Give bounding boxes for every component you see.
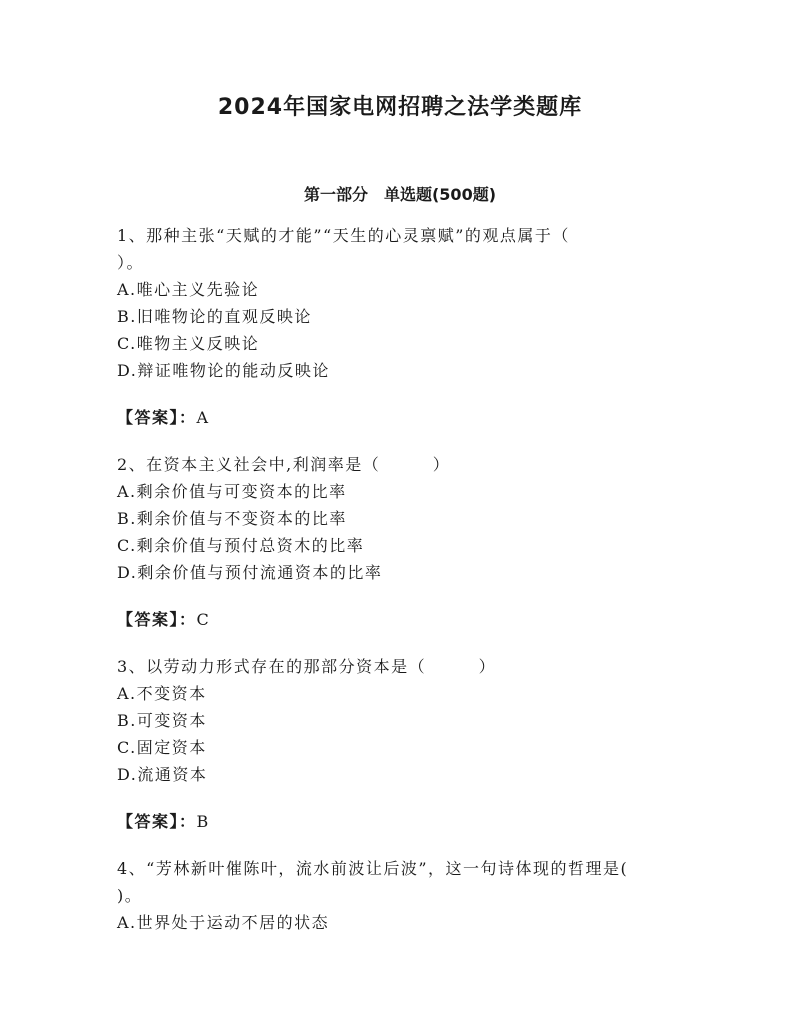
question-stem [117,222,687,276]
question-4 [117,855,687,936]
answer-value: C [196,610,211,629]
option-a: A.唯心主义先验论 [117,280,260,299]
option-d: D.辩证唯物论的能动反映论 [117,361,330,380]
question-stem-line2: ）。 [117,253,145,272]
option-b: B.旧唯物论的直观反映论 [117,307,312,326]
question-stem-line1: 1、那种主张“天赋的才能”“天生的心灵禀赋”的观点属于（ [117,226,570,245]
option-c: C.固定资本 [117,738,207,757]
option-a: A.剩余价值与可变资本的比率 [117,482,347,501]
question-list [117,222,687,956]
question-stem: 2、在资本主义社会中,利润率是（ ） [117,455,451,474]
answer-value: A [196,408,210,427]
option-c: C.唯物主义反映论 [117,334,260,353]
question-1 [117,222,687,431]
answer-line [117,606,687,633]
question-stem: 3、以劳动力形式存在的那部分资本是（ ） [117,657,497,676]
answer-value: B [196,812,210,831]
option-c: C.剩余价值与预付总资木的比率 [117,536,365,555]
section-title: 第一部分 单选题(500题) [303,185,497,204]
question-stem [117,855,687,909]
answer-label: 【答案】： [117,408,197,427]
question-3 [117,653,687,835]
question-stem-line1: 4、“芳林新叶催陈叶，流水前波让后波”，这一句诗体现的哲理是( [117,859,629,878]
question-2 [117,451,687,633]
option-d: D.流通资本 [117,765,208,784]
option-b: B.可变资本 [117,711,207,730]
option-a: A.世界处于运动不居的状态 [117,913,330,932]
option-a: A.不变资本 [117,684,207,703]
question-stem-line2: )。 [117,886,143,905]
option-b: B.剩余价值与不变资本的比率 [117,509,347,528]
page-title: 2024年国家电网招聘之法学类题库 [217,95,583,120]
answer-label: 【答案】： [117,610,197,629]
answer-label: 【答案】： [117,812,197,831]
answer-line [117,808,687,835]
option-d: D.剩余价值与预付流通资本的比率 [117,563,383,582]
answer-line [117,404,687,431]
